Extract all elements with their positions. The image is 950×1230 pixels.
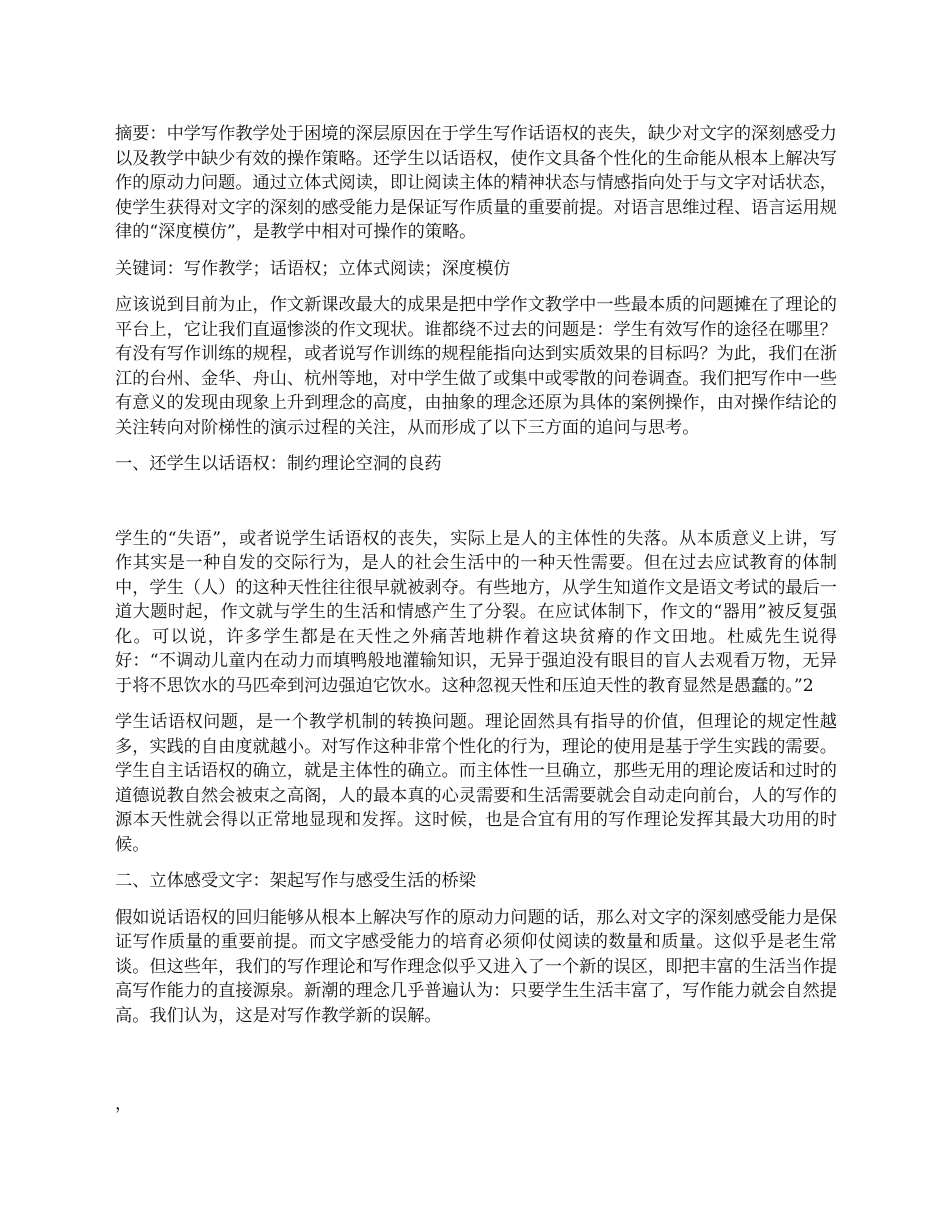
section-2-heading: 二、立体感受文字：架起写作与感受生活的桥梁 (115, 871, 476, 891)
abstract-paragraph: 摘要：中学写作教学处于困境的深层原因在于学生写作话语权的丧失，缺少对文字的深刻感受力以及教学中缺少有效的操作策略。还学生以话语权，使作文具备个性化的生命能从根本上解决写作的原动力问题。通过立体式阅读，即让阅读主体的精神状态与情感指向处于与文字对话状态，使学生获得对文字的深刻的感受能力是保证写作质量的重要前提。对语言思维过程、语言运用规律的“深度模仿”，是教学中相对可操作的策略。 (115, 124, 837, 242)
section-1-spacer (115, 489, 837, 527)
section-2-paragraph-1: 假如说话语权的回归能够从根本上解决写作的原动力问题的话，那么对文字的深刻感受能力是保证写作质量的重要前提。而文字感受能力的培育必须仰仗阅读的数量和质量。这似乎是老生常谈。但这些年，我们的写作理论和写作理念似乎又进入了一个新的误区，即把丰富的生活当作提高写作能力的直接源泉。新潮的理念几乎普遍认为：只要学生生活丰富了，写作能力就会自然提高。我们认为，这是对写作教学新的误解。 (115, 907, 837, 1026)
document-body (115, 122, 837, 1117)
section-1-heading: 一、还学生以话语权：制约理论空洞的良药 (115, 454, 442, 474)
trailing-mark: ， (115, 1094, 133, 1114)
section-1-paragraph-1: 学生的“失语”，或者说学生话语权的丧失，实际上是人的主体性的失落。从本质意义上讲，写作其实是一种自发的交际行为，是人的社会生活中的一种天性需要。但在过去应试教育的体制中，学生（人）的这种天性往往很早就被剥夺。有些地方，从学生知道作文是语文考试的最后一道大题时起，作文就与学生的生活和情感产生了分裂。在应试体制下，作文的“器用”被反复强化。可以说，许多学生都是在天性之外痛苦地耕作着这块贫瘠的作文田地。杜威先生说得好：“不调动儿童内在动力而填鸭般地灌输知识，无异于强迫没有眼目的盲人去观看万物，无异于将不思饮水的马匹牵到河边强迫它饮水。这种忽视天性和压迫天性的教育显然是愚蠢的。”2 (115, 528, 837, 696)
section-1-paragraph-2: 学生话语权问题，是一个教学机制的转换问题。理论固然具有指导的价值，但理论的规定性越多，实践的自由度就越小。对写作这种非常个性化的行为，理论的使用是基于学生实践的需要。学生自主话语权的确立，就是主体性的确立。而主体性一旦确立，那些无用的理论废话和过时的道德说教自然会被束之高阁，人的最本真的心灵需要和生活需要就会自动走向前台，人的写作的源本天性就会得以正常地显现和发挥。这时候，也是合宜有用的写作理论发挥其最大功用的时候。 (115, 712, 837, 855)
intro-paragraph: 应该说到目前为止，作文新课改最大的成果是把中学作文教学中一些最本质的问题摊在了理论的平台上，它让我们直逼惨淡的作文现状。谁都绕不过去的问题是：学生有效写作的途径在哪里？有没有写作训练的规程，或者说写作训练的规程能指向达到实质效果的目标吗？为此，我们在浙江的台州、金华、舟山、杭州等地，对中学生做了或集中或零散的问卷调查。我们把写作中一些有意义的发现由现象上升到理念的高度，由抽象的理念还原为具体的案例操作，由对操作结论的关注转向对阶梯性的演示过程的关注，从而形成了以下三方面的追问与思考。 (115, 295, 837, 438)
section-2-spacer (115, 1040, 837, 1092)
keywords-line: 关键词：写作教学；话语权；立体式阅读；深度模仿 (115, 258, 511, 279)
